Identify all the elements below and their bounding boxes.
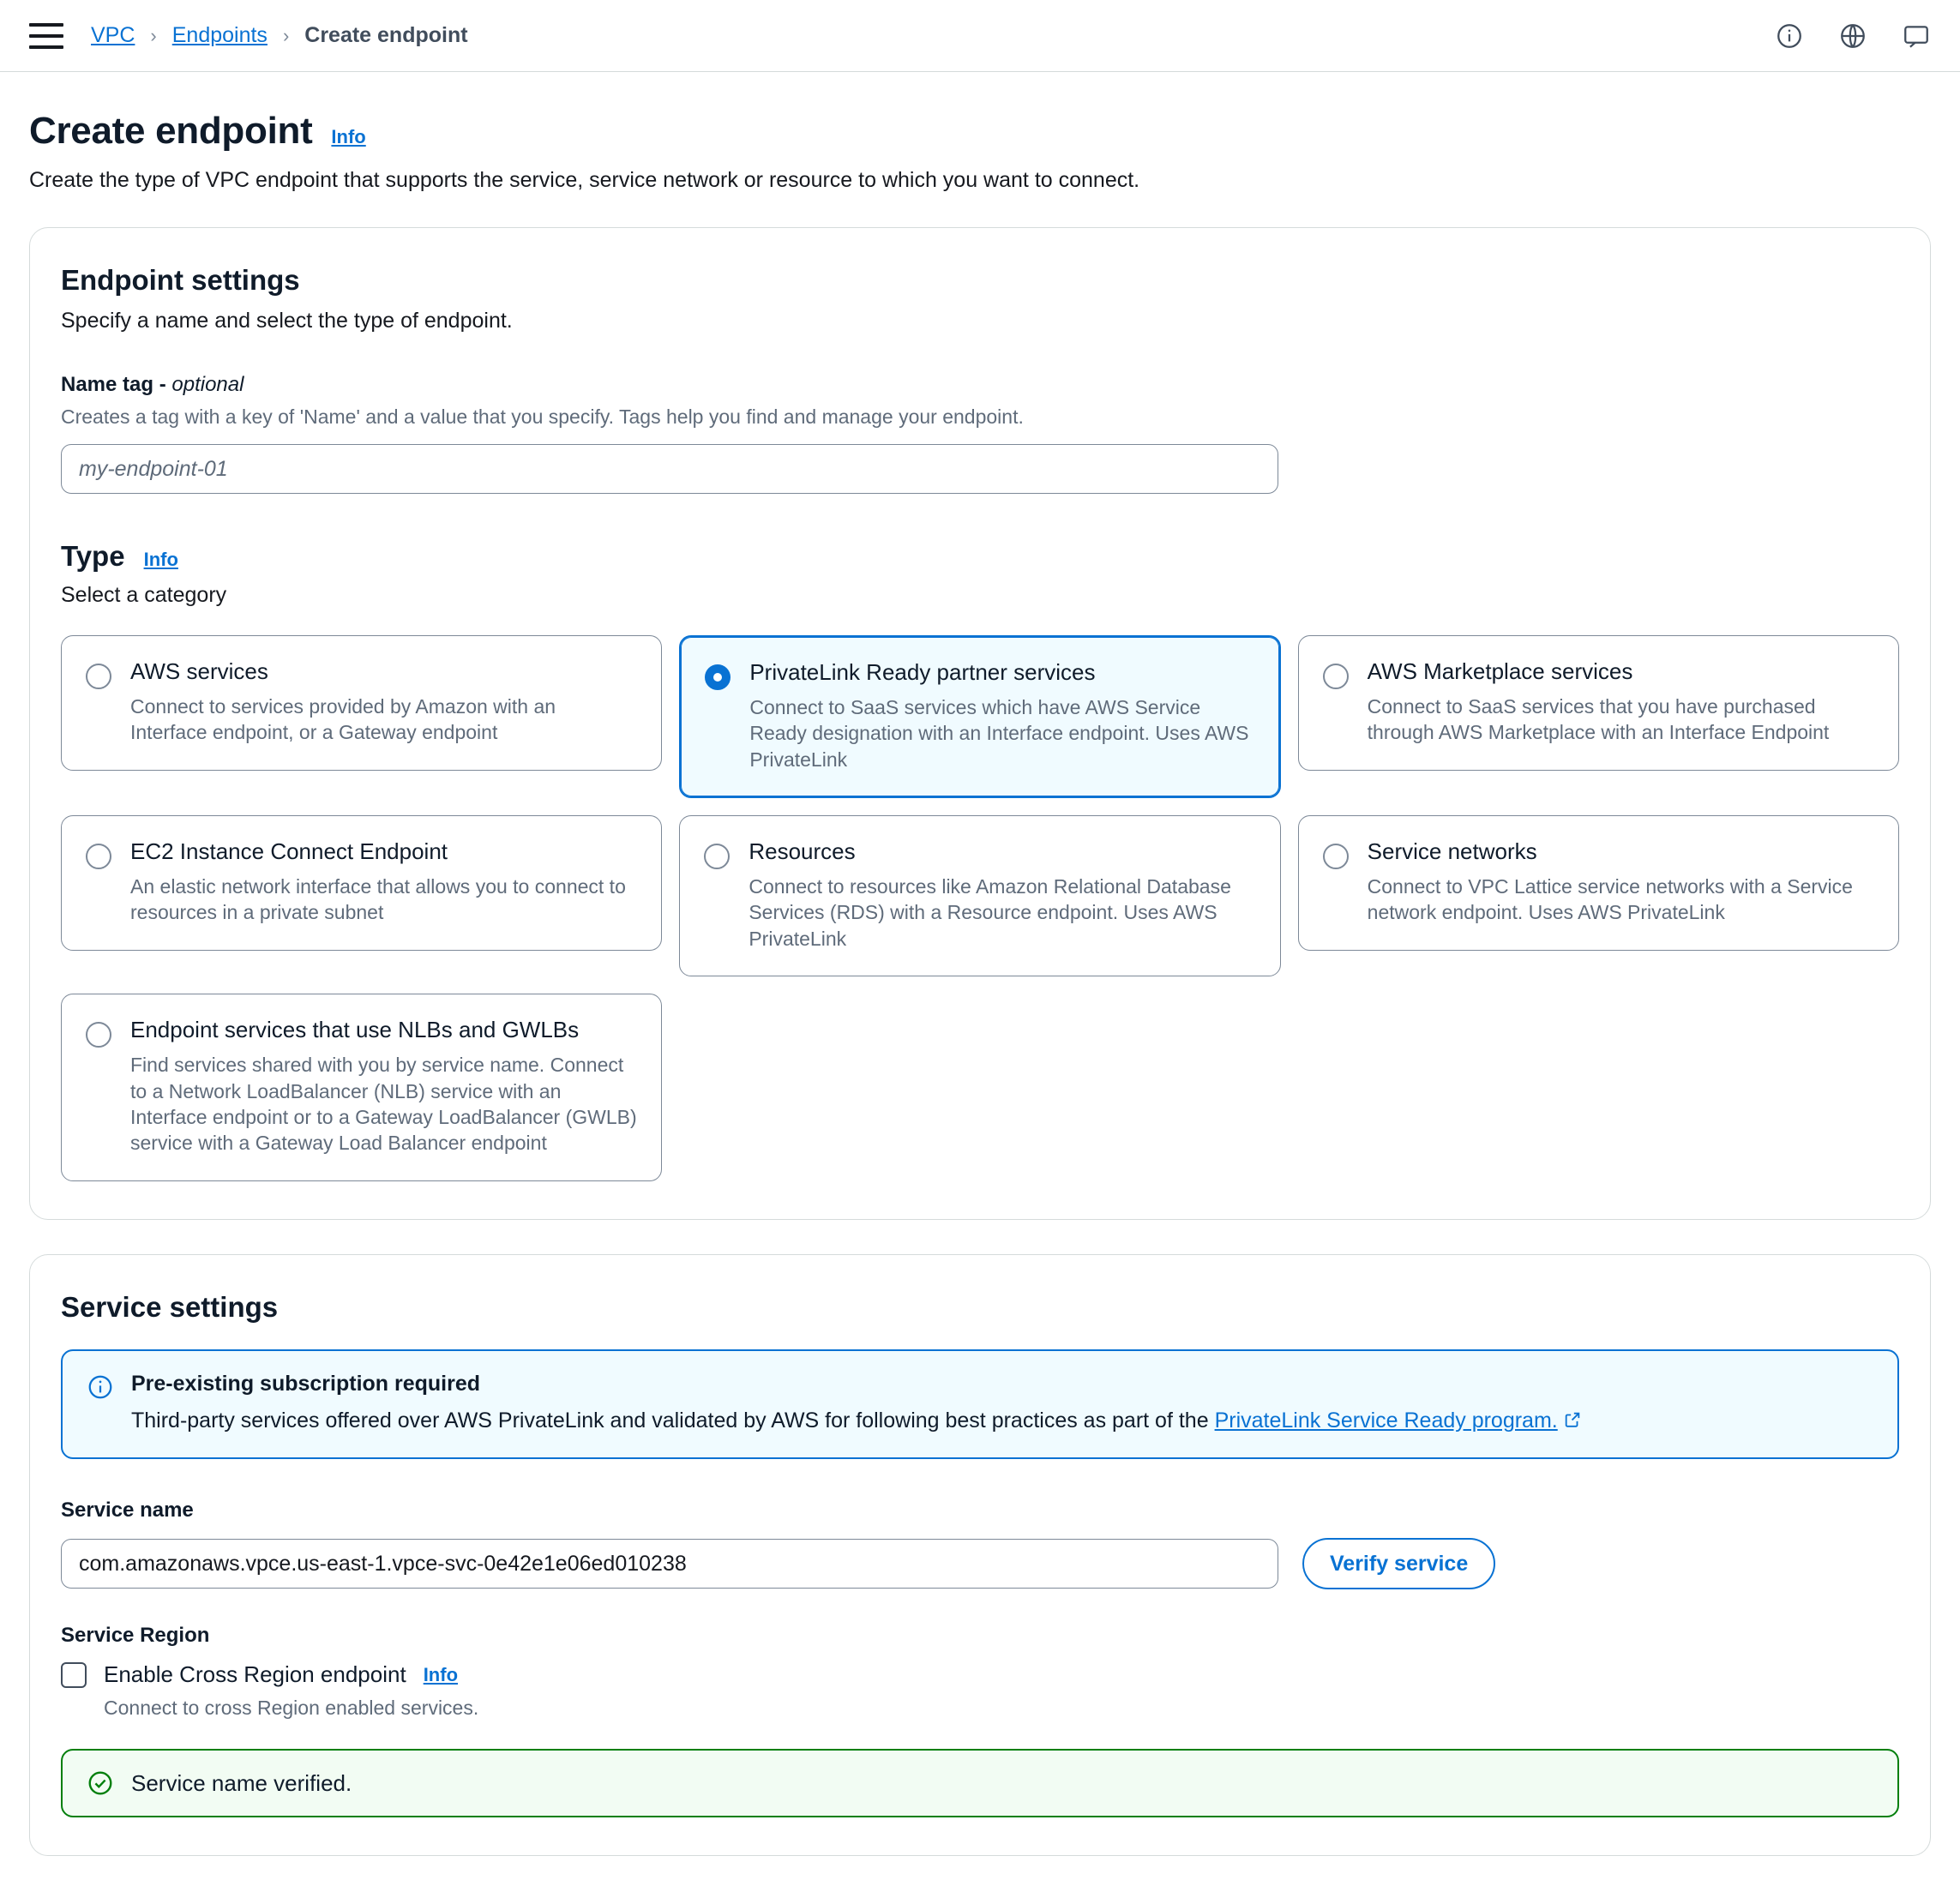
type-heading: Type <box>61 540 125 572</box>
feedback-icon[interactable] <box>1902 21 1931 51</box>
info-circle-icon <box>87 1373 114 1401</box>
service-name-input[interactable] <box>61 1539 1278 1589</box>
type-option-description: Connect to services provided by Amazon with an Interface endpoint, or a Gateway endpoint <box>130 695 556 744</box>
type-option-description: An elastic network interface that allows you to connect to resources in a private subnet <box>130 875 626 924</box>
type-option-ec2-instance-connect-endpoint[interactable] <box>61 815 662 951</box>
service-settings-heading: Service settings <box>61 1290 279 1323</box>
alert-title: Pre-existing subscription required <box>131 1371 481 1396</box>
service-name-verified-text: Service name verified. <box>131 1769 352 1796</box>
cross-region-info-link[interactable]: Info <box>423 1663 459 1685</box>
type-info-link[interactable]: Info <box>143 549 178 570</box>
alert-body <box>131 1407 1582 1436</box>
type-subheading: Select a category <box>61 583 227 607</box>
hamburger-menu-icon[interactable] <box>29 23 63 49</box>
page-info-link[interactable]: Info <box>331 126 366 147</box>
breadcrumb <box>91 23 468 48</box>
chevron-right-icon: › <box>282 24 290 46</box>
radio-icon[interactable] <box>86 664 111 689</box>
type-option-title: Endpoint services that use NLBs and GWLBs <box>130 1017 580 1043</box>
type-option-title: EC2 Instance Connect Endpoint <box>130 838 448 865</box>
type-option-resources[interactable] <box>679 815 1280 976</box>
globe-icon[interactable] <box>1838 21 1867 51</box>
verify-service-button[interactable]: Verify service <box>1302 1538 1495 1589</box>
radio-icon[interactable] <box>1323 664 1349 689</box>
endpoint-settings-heading: Endpoint settings <box>61 264 300 296</box>
top-navigation-actions <box>1775 21 1931 51</box>
type-option-title: Service networks <box>1367 838 1537 865</box>
type-option-description: Connect to SaaS services that you have purchased through AWS Marketplace with an Interface Endpoint <box>1367 695 1830 744</box>
service-settings-card <box>29 1254 1931 1857</box>
name-tag-optional-text: optional <box>171 373 244 396</box>
type-option-privatelink-ready-partner-services[interactable] <box>679 635 1280 798</box>
page-title: Create endpoint <box>29 110 313 152</box>
name-tag-description: Creates a tag with a key of 'Name' and a value that you specify. Tags help you find and manage your endpoint. <box>61 405 1024 428</box>
radio-icon[interactable] <box>86 844 111 869</box>
type-option-service-networks[interactable] <box>1298 815 1899 951</box>
endpoint-type-radio-group <box>61 635 1899 1181</box>
chevron-right-icon: › <box>150 24 157 46</box>
cross-region-description: Connect to cross Region enabled services. <box>104 1697 479 1720</box>
external-link-icon <box>1563 1408 1582 1427</box>
endpoint-settings-subheading: Specify a name and select the type of endpoint. <box>61 309 513 333</box>
type-option-description: Connect to VPC Lattice service networks with a Service network endpoint. Uses AWS PrivateLink <box>1367 875 1853 924</box>
radio-icon-selected[interactable] <box>705 664 730 690</box>
type-option-description: Find services shared with you by service name. Connect to a Network LoadBalancer (NLB) service with an Interface endpoint or to a Gateway LoadBalancer (GWLB) service with a Gateway Load Balancer endpoint <box>130 1054 637 1155</box>
type-option-description: Connect to SaaS services which have AWS Service Ready designation with an Interface endpoint. Uses AWS PrivateLink <box>749 696 1249 771</box>
breadcrumb-item-create-endpoint: Create endpoint <box>304 23 468 47</box>
enable-cross-region-endpoint-checkbox[interactable] <box>61 1662 87 1688</box>
page-header <box>0 72 1960 193</box>
alert-body-text: Third-party services offered over AWS PrivateLink and validated by AWS for following best practices as part of the <box>131 1408 1215 1433</box>
name-tag-label <box>61 373 1899 397</box>
type-option-title: AWS Marketplace services <box>1367 658 1633 684</box>
type-option-aws-services[interactable] <box>61 635 662 771</box>
radio-icon[interactable] <box>704 844 730 869</box>
privatelink-service-ready-program-link[interactable]: PrivateLink Service Ready program. <box>1214 1408 1558 1433</box>
radio-icon[interactable] <box>86 1022 111 1048</box>
check-circle-icon <box>87 1769 114 1797</box>
top-navigation-bar <box>0 0 1960 72</box>
service-name-verified-banner <box>61 1749 1899 1817</box>
radio-icon[interactable] <box>1323 844 1349 869</box>
type-option-title: PrivateLink Ready partner services <box>749 659 1096 685</box>
info-circle-icon[interactable] <box>1775 21 1804 51</box>
type-option-title: AWS services <box>130 658 268 684</box>
breadcrumb-item-endpoints[interactable]: Endpoints <box>171 23 268 47</box>
type-option-aws-marketplace-services[interactable] <box>1298 635 1899 771</box>
type-option-endpoint-services-nlb-gwlb[interactable] <box>61 994 662 1180</box>
service-region-label: Service Region <box>61 1624 210 1648</box>
service-name-label: Service name <box>61 1499 194 1523</box>
type-option-description: Connect to resources like Amazon Relational Database Services (RDS) with a Resource endpoint. Uses AWS PrivateLink <box>749 875 1231 950</box>
bottom-spacer <box>0 1856 1960 1880</box>
page-description: Create the type of VPC endpoint that supports the service, service network or resource to which you want to connect. <box>29 168 1140 192</box>
name-tag-label-text: Name tag - <box>61 373 172 396</box>
enable-cross-region-endpoint-label: Enable Cross Region endpoint <box>104 1661 406 1688</box>
type-option-title: Resources <box>749 838 856 865</box>
name-tag-input[interactable] <box>61 444 1278 494</box>
endpoint-settings-card <box>29 227 1931 1220</box>
breadcrumb-item-vpc[interactable]: VPC <box>91 23 135 47</box>
subscription-required-alert <box>61 1349 1899 1460</box>
